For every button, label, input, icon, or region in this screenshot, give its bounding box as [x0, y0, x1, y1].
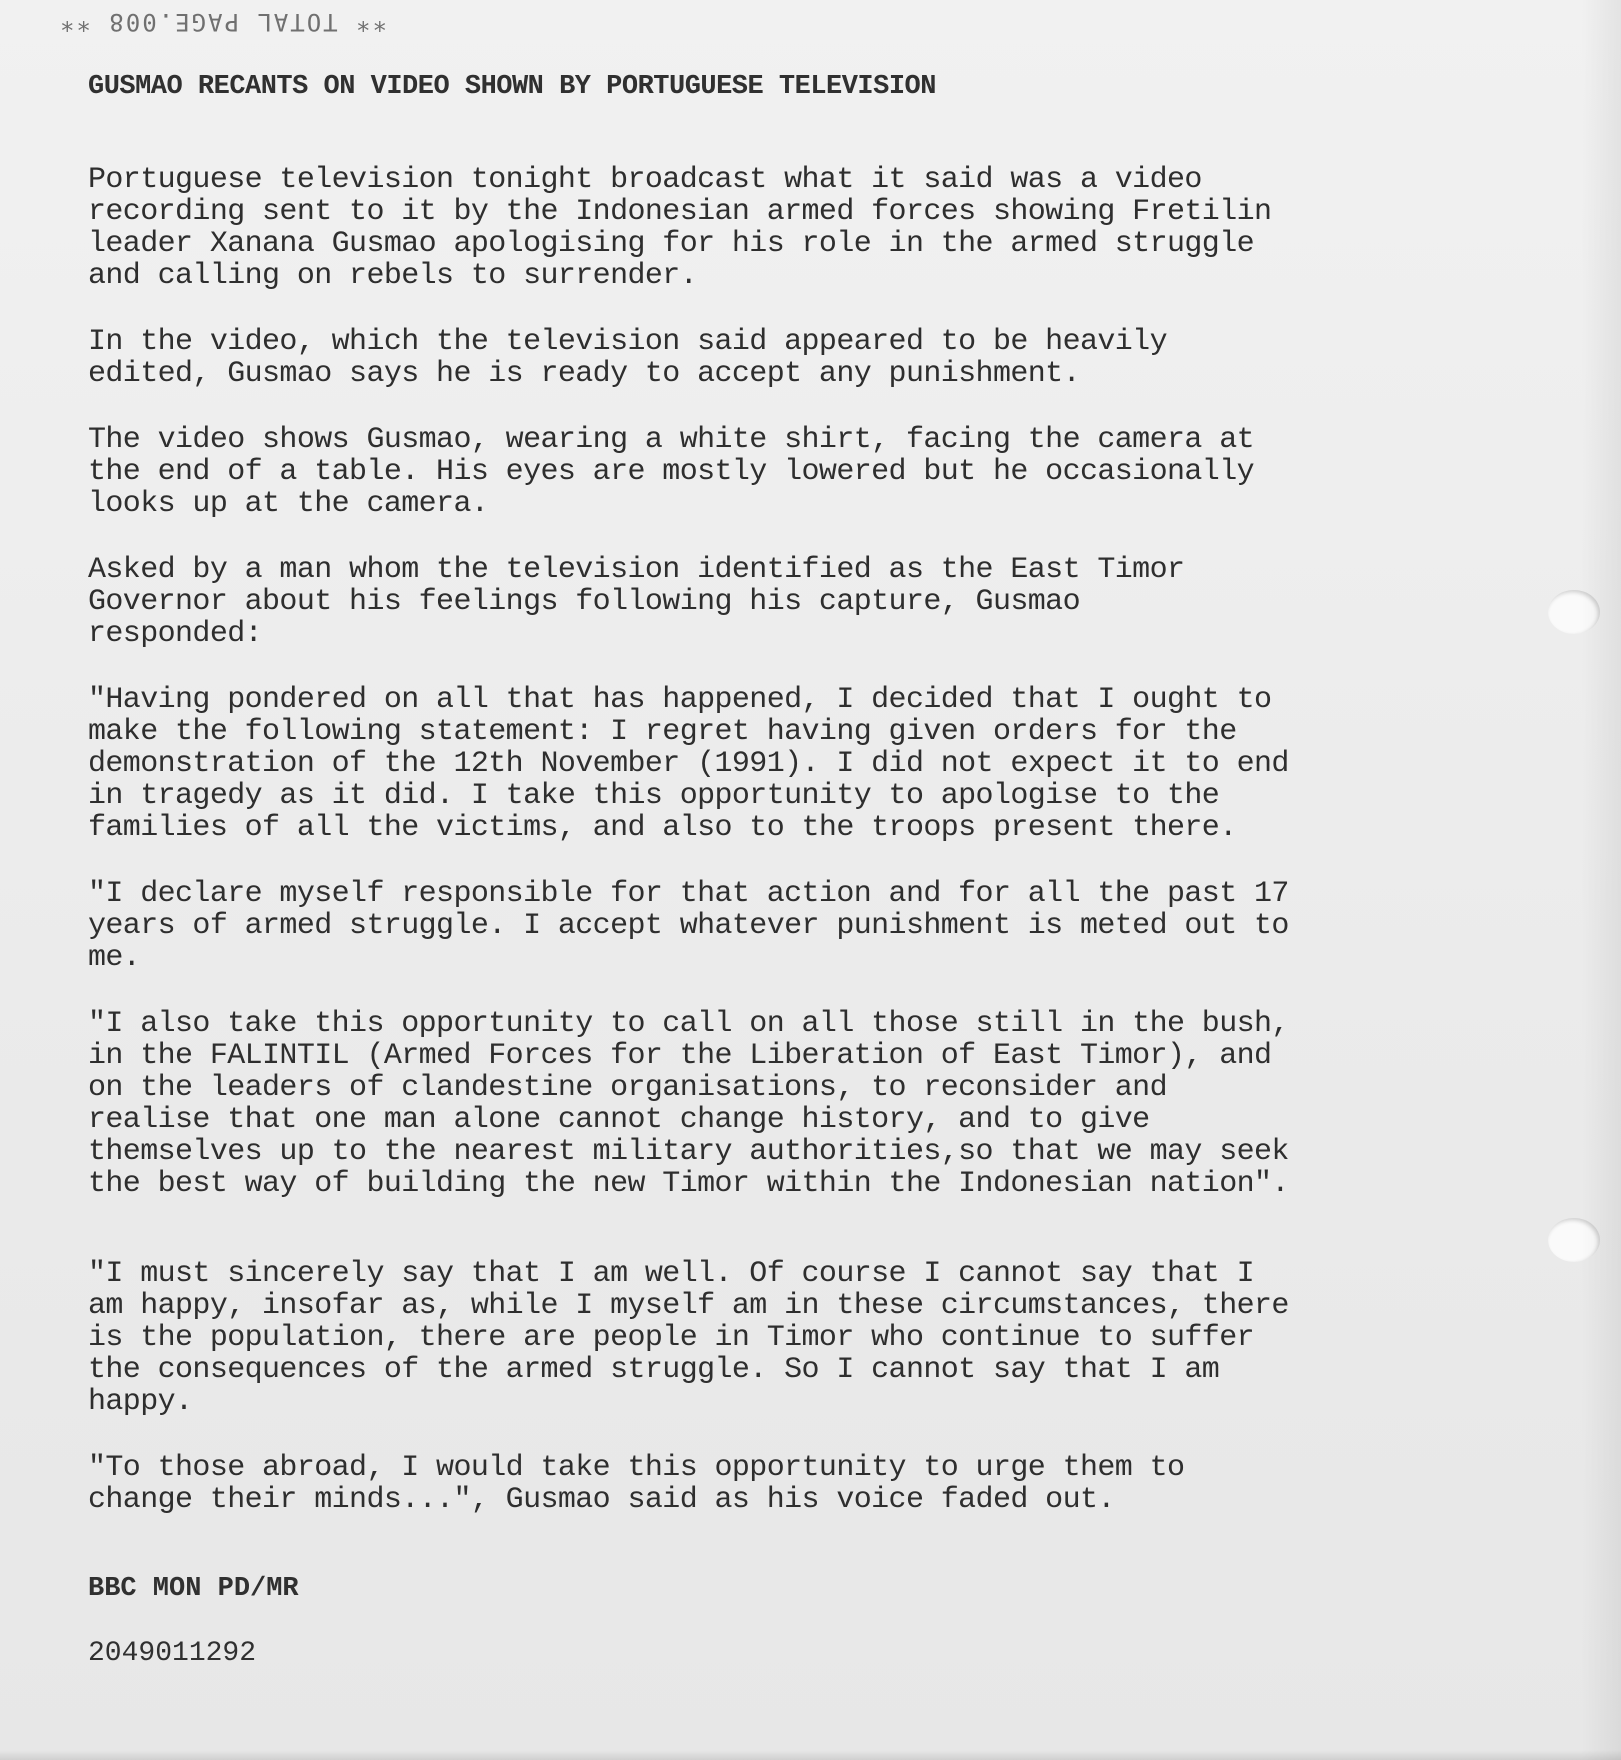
document-number: 2049011292: [88, 1638, 257, 1669]
paragraph-intro: Portuguese television tonight broadcast what it said was a video recording sent to it by the Indonesian armed forces showing Fretilin leader Xanana Gusmao apologising for his role in the armed struggle and calling on rebels to surrender.: [88, 163, 1272, 293]
document-body: [88, 72, 1388, 1669]
page-bottom-edge: [0, 1750, 1621, 1760]
paragraph-video-description: The video shows Gusmao, wearing a white shirt, facing the camera at the end of a table. His eyes are mostly lowered but he occasionally looks up at the camera.: [88, 423, 1254, 521]
fax-page-header: ** TOTAL PAGE.008 **: [58, 8, 387, 36]
source-signoff: BBC MON PD/MR: [88, 1574, 299, 1604]
paragraph-statement-abroad: "To those abroad, I would take this opportunity to urge them to change their minds...", Gusmao said as his voice faded out.: [88, 1451, 1185, 1517]
page-edge-shadow: [1581, 0, 1621, 1760]
paragraph-statement-surrender-call: "I also take this opportunity to call on all those still in the bush, in the FALINTIL (Armed Forces for the Liberation of East Timor), and on the leaders of clandestine organisations, to reconsider and realise that one man alone cannot change history, and to give themselves up to the nearest military authorities,so that we may seek the best way of building the new Timor within the Indonesian nation".: [88, 1007, 1289, 1201]
document-title: GUSMAO RECANTS ON VIDEO SHOWN BY PORTUGUESE TELEVISION: [88, 72, 936, 102]
paragraph-video-edited: In the video, which the television said appeared to be heavily edited, Gusmao says he is ready to accept any punishment.: [88, 325, 1167, 391]
paragraph-statement-responsibility: "I declare myself responsible for that action and for all the past 17 years of armed struggle. I accept whatever punishment is meted out to me.: [88, 877, 1289, 975]
paragraph-statement-wellbeing: "I must sincerely say that I am well. Of course I cannot say that I am happy, insofar as, while I myself am in these circumstances, there is the population, there are people in Timor who continue to suffer the consequences of the armed struggle. So I cannot say that I am happy.: [88, 1257, 1289, 1419]
paragraph-statement-regret: "Having pondered on all that has happened, I decided that I ought to make the following statement: I regret having given orders for the demonstration of the 12th November (1991). I did not expect it to end in tragedy as it did. I take this opportunity to apologise to the families of all the victims, and also to the troops present there.: [88, 683, 1289, 845]
paragraph-governor-question: Asked by a man whom the television identified as the East Timor Governor about his feelings following his capture, Gusmao responded:: [88, 553, 1185, 651]
